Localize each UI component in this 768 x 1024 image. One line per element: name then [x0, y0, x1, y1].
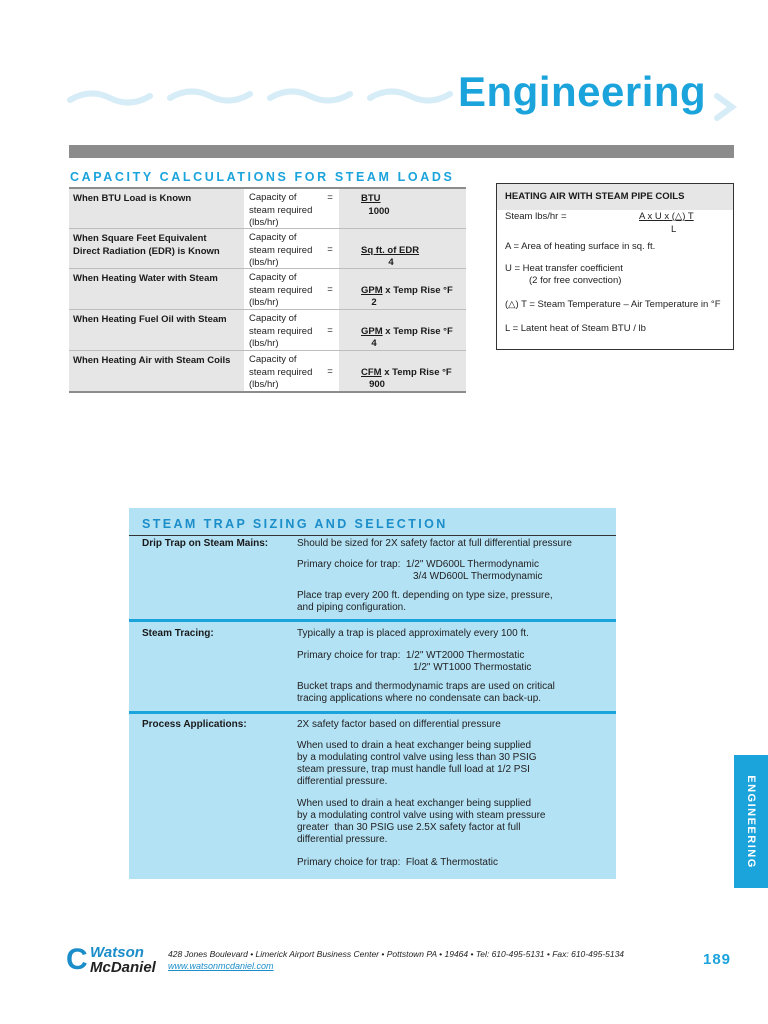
formula-cell — [339, 310, 466, 350]
drip-text-3: 3/4 WD600L Thermodynamic — [413, 571, 543, 582]
process-text-1: 2X safety factor based on differential pressure — [297, 719, 501, 730]
condition-cell: When Heating Water with Steam — [69, 269, 244, 309]
tracing-text-2: Primary choice for trap: 1/2" WT2000 Thermostatic — [297, 650, 525, 661]
page-number: 189 — [703, 951, 732, 968]
trap-section-title: STEAM TRAP SIZING AND SELECTION — [142, 517, 448, 531]
label-cell: Capacity of steam required (lbs/hr) — [249, 192, 313, 228]
condition-cell: When Heating Air with Steam Coils — [69, 351, 244, 391]
drip-trap-label: Drip Trap on Steam Mains: — [142, 538, 269, 549]
label-cell: Capacity of steam required (lbs/hr) — [249, 272, 313, 308]
condition-cell: When Heating Fuel Oil with Steam — [69, 310, 244, 350]
steam-trap-box — [129, 508, 616, 879]
table-row — [69, 350, 466, 393]
process-text-4: steam pressure, trap must handle full load at 1/2 PSI — [297, 764, 530, 775]
formula-denominator: 4 — [371, 338, 377, 349]
definition-t: (△) T = Steam Temperature – Air Temperature in °F — [505, 299, 721, 310]
condition-cell: When Square Feet Equivalent Direct Radiation (EDR) is Known — [69, 229, 244, 268]
label-cell: Capacity of steam required (lbs/hr) — [249, 232, 313, 268]
chevron-right-icon — [714, 92, 738, 122]
table-row — [69, 187, 466, 228]
formula-lhs: Steam lbs/hr = — [505, 211, 567, 222]
formula-numerator: BTU — [361, 193, 381, 204]
section-divider — [129, 619, 616, 622]
process-text-2: When used to drain a heat exchanger being supplied — [297, 740, 532, 751]
logo-text-line1: Watson — [90, 944, 144, 961]
heating-air-box — [496, 183, 734, 350]
process-applications-label: Process Applications: — [142, 719, 247, 730]
side-tab-label: ENGINEERING — [745, 774, 757, 869]
page-title: Engineering — [458, 68, 707, 115]
drip-text-1: Should be sized for 2X safety factor at full differential pressure — [297, 538, 572, 549]
tracing-text-1: Typically a trap is placed approximately every 100 ft. — [297, 628, 529, 639]
label-cell: Capacity of steam required (lbs/hr) — [249, 313, 313, 349]
section-divider — [129, 711, 616, 714]
definition-u: U = Heat transfer coefficient — [505, 263, 623, 274]
equals-sign: = — [327, 192, 333, 203]
side-tab-engineering[interactable] — [734, 755, 768, 888]
formula-denominator: 900 — [369, 379, 385, 390]
website-link[interactable]: www.watsonmcdaniel.com — [168, 961, 274, 971]
equals-sign: = — [327, 325, 333, 336]
table-row — [69, 268, 466, 309]
header-divider — [69, 145, 734, 158]
footer-address: 428 Jones Boulevard • Limerick Airport Business Center • Pottstown PA • 19464 • Tel: 610-495-5131 • Fax: 610-495-5134 — [168, 949, 625, 959]
company-logo — [66, 943, 166, 977]
process-text-9: differential pressure. — [297, 834, 388, 845]
process-text-5: differential pressure. — [297, 776, 388, 787]
formula-denominator: L — [671, 224, 677, 235]
drip-text-5: and piping configuration. — [297, 602, 406, 613]
table-row — [69, 309, 466, 350]
tracing-text-4: Bucket traps and thermodynamic traps are used on critical — [297, 681, 555, 692]
formula-numerator: GPM x Temp Rise °F — [361, 285, 453, 296]
formula-numerator: GPM x Temp Rise °F — [361, 326, 453, 337]
formula-cell — [339, 269, 466, 309]
steam-tracing-label: Steam Tracing: — [142, 628, 214, 639]
process-text-3: by a modulating control valve using less than 30 PSIG — [297, 752, 537, 763]
capacity-table — [69, 187, 466, 393]
wave-decoration — [60, 78, 460, 118]
equals-sign: = — [327, 366, 333, 377]
tracing-text-3: 1/2" WT1000 Thermostatic — [413, 662, 532, 673]
formula-cell — [339, 189, 466, 228]
table-row — [69, 228, 466, 268]
process-text-8: greater than 30 PSIG use 2.5X safety factor at full — [297, 822, 521, 833]
formula-numerator: CFM x Temp Rise °F — [361, 367, 452, 378]
formula-cell — [339, 351, 466, 391]
formula-denominator: 2 — [371, 297, 377, 308]
definition-a: A = Area of heating surface in sq. ft. — [505, 241, 656, 252]
process-text-7: by a modulating control valve using with steam pressure — [297, 810, 546, 821]
equals-sign: = — [327, 284, 333, 295]
drip-text-4: Place trap every 200 ft. depending on type size, pressure, — [297, 590, 553, 601]
formula-denominator: 1000 — [368, 206, 390, 217]
definition-l: L = Latent heat of Steam BTU / lb — [505, 323, 646, 334]
label-cell: Capacity of steam required (lbs/hr) — [249, 354, 313, 390]
formula-denominator: 4 — [388, 257, 394, 268]
equals-sign: = — [327, 244, 333, 255]
condition-cell: When BTU Load is Known — [69, 189, 244, 228]
logo-text-line2: McDaniel — [90, 959, 156, 976]
capacity-section-title: CAPACITY CALCULATIONS FOR STEAM LOADS — [70, 170, 455, 184]
definition-u-note: (2 for free convection) — [529, 275, 622, 286]
formula-numerator: Sq ft. of EDR — [361, 245, 420, 256]
formula-cell — [339, 229, 466, 268]
process-text-6: When used to drain a heat exchanger being supplied — [297, 798, 532, 809]
drip-text-2: Primary choice for trap: 1/2" WD600L Thermodynamic — [297, 559, 539, 570]
process-text-10: Primary choice for trap: Float & Thermostatic — [297, 857, 498, 868]
divider — [129, 535, 616, 536]
logo-mark-icon: C — [66, 943, 88, 976]
tracing-text-5: tracing applications where no condensate can back-up. — [297, 693, 542, 704]
formula-numerator: A x U x (△) T — [639, 211, 694, 222]
heating-air-title: HEATING AIR WITH STEAM PIPE COILS — [497, 184, 733, 210]
